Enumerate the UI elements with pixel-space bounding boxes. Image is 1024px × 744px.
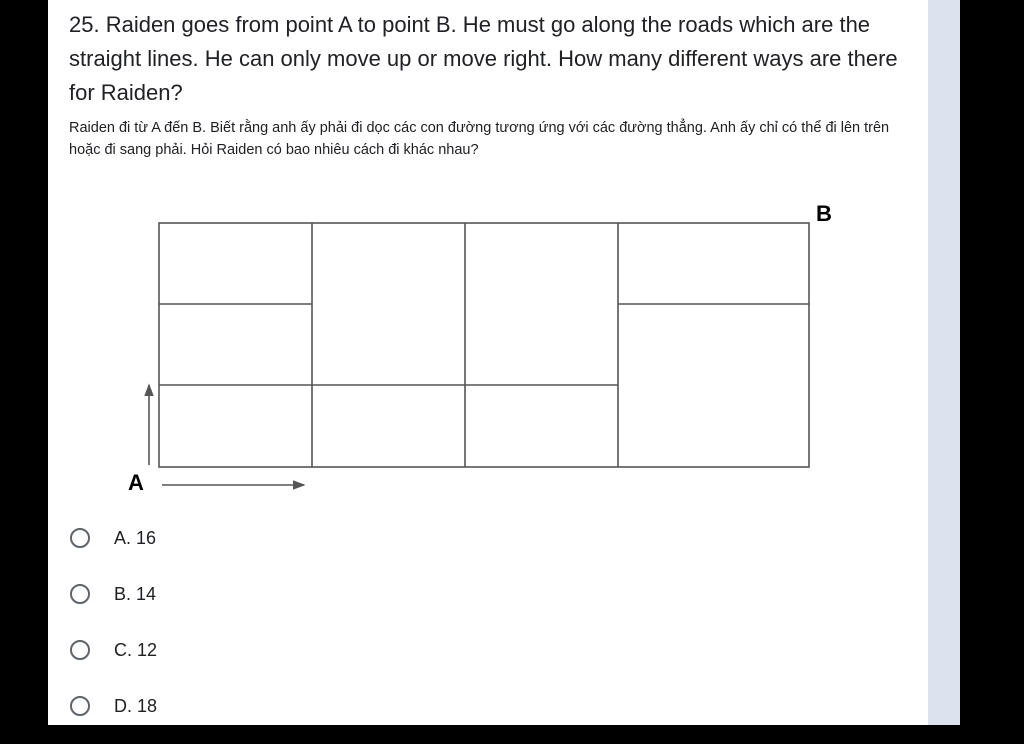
option-b-label: B. 14 (114, 583, 157, 604)
option-d[interactable] (70, 688, 157, 724)
radio-button-a[interactable] (70, 528, 90, 548)
grid-diagram (48, 0, 928, 725)
point-b-label: B (816, 201, 832, 226)
radio-button-d[interactable] (70, 696, 90, 716)
radio-button-b[interactable] (70, 584, 90, 604)
point-a-label: A (128, 470, 144, 495)
option-d-label: D. 18 (114, 695, 158, 716)
option-b[interactable] (70, 576, 157, 612)
option-a[interactable] (70, 520, 157, 556)
radio-button-c[interactable] (70, 640, 90, 660)
question-text-english: 25. Raiden goes from point A to point B. He must go along the roads which are the straight lines. He can only move up or move right. How many different ways are there for Raiden? (69, 12, 898, 105)
question-card (48, 0, 928, 725)
question-text-vietnamese: Raiden đi từ A đến B. Biết rằng anh ấy phải đi dọc các con đường tương ứng với các đường thẳng. Anh ấy chỉ có thể đi lên trên hoặc đi sang phải. Hỏi Raiden có bao nhiêu cách đi khác nhau? (69, 120, 890, 158)
side-panel (928, 0, 960, 725)
grid-roads (159, 223, 809, 467)
option-a-label: A. 16 (114, 527, 157, 548)
option-c[interactable] (70, 632, 157, 668)
answer-options (70, 520, 157, 744)
grid-outer-frame (159, 223, 809, 467)
option-c-label: C. 12 (114, 639, 158, 660)
